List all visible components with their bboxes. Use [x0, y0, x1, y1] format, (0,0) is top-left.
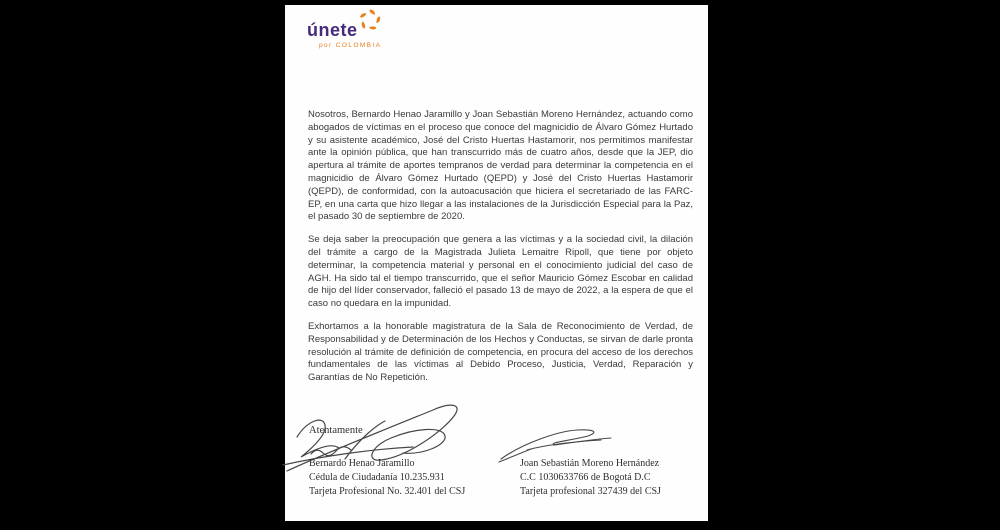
signatory-license: Tarjeta profesional 327439 del CSJ: [520, 486, 661, 497]
letter-paragraph-1: Nosotros, Bernardo Henao Jaramillo y Joan Sebastián Moreno Hernández, actuando como abogados de víctimas en el proceso que conoce del magnicidio de Álvaro Gómez Hurtado y su asistente académico, José del Cristo Huertas Hastamorir, nos permitimos manifestar ante la opinión pública, que han transcurrido más de cuatro años, desde que la JEP, dio apertura al trámite de aportes tempranos de verdad para determinar la competencia en el magnicidio de Álvaro Gómez Hurtado (QEPD) y José del Cristo Huertas Hastamorir (QEPD), de conformidad, con la autoacusación que hiciera el secretariado de las FARC-EP, en una carta que hizo llegar a las instalaciones de la Jurisdicción Especial para la Paz, el pasado 30 de septiembre de 2020.: [308, 109, 693, 223]
closing-salutation: Atentamente: [309, 425, 363, 436]
logo-wordmark: únete: [307, 20, 358, 40]
unete-logo: [307, 7, 397, 57]
letter-paragraph-2: Se deja saber la preocupación que genera a las víctimas y a la sociedad civil, la dilación del trámite a cargo de la Magistrada Julieta Lemaitre Ripoll, que tiene por objeto determinar, la competencia material y personal en el conocimiento judicial del caso de AGH. Ha sido tal el tiempo transcurrido, que el señor Mauricio Gómez Escobar en calidad de hijo del líder conservador, falleció el pasado 13 de mayo de 2022, a la espera de que el caso no quedara en la impunidad.: [308, 234, 693, 310]
signatory-name: Bernardo Henao Jaramillo: [309, 458, 415, 469]
signatory-block-joan: [520, 457, 730, 499]
signatory-name: Joan Sebastián Moreno Hernández: [520, 458, 660, 469]
letter-body: [308, 109, 693, 395]
letter-paragraph-3: Exhortamos a la honorable magistratura de la Sala de Reconocimiento de Verdad, de Responsabilidad y de Determinación de los Hechos y Conductas, se sirvan de darle pronta resolución al trámite de definición de competencia, en procura del acceso de los derechos fundamentales de las víctimas al Debido Proceso, Justicia, Verdad, Reparación y Garantías de No Repetición.: [308, 320, 693, 384]
signatory-license: Tarjeta Profesional No. 32.401 del CSJ: [309, 486, 466, 497]
letter-document: [285, 5, 708, 521]
logo-tagline: por COLOMBIA: [319, 42, 382, 49]
pinwheel-arrows-icon: [357, 7, 383, 33]
signatory-block-bernardo: [309, 457, 519, 499]
signatory-id: Cédula de Ciudadanía 10.235.931: [309, 472, 445, 483]
signatory-id: C.C 1030633766 de Bogotá D.C: [520, 472, 651, 483]
